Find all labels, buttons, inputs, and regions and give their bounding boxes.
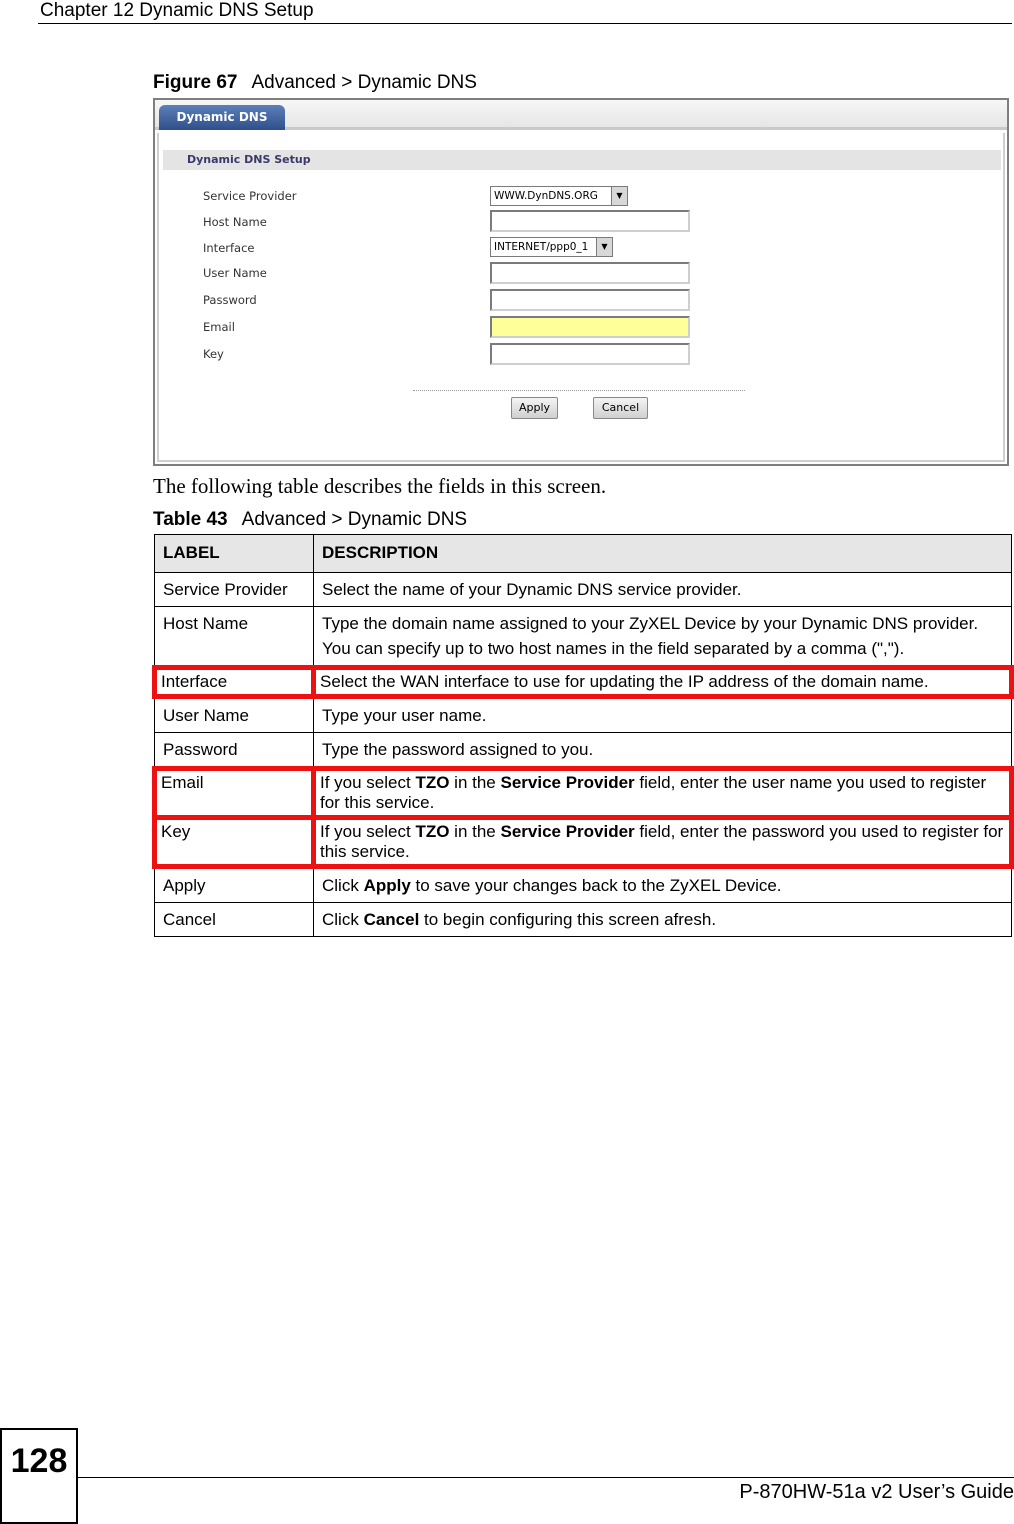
label-header: LABEL [155,535,314,573]
footer-rule [78,1477,1014,1478]
tab-bar [155,100,1007,130]
desc-emphasis: TZO [415,822,450,841]
row-label: User Name [155,697,314,733]
desc-emphasis: TZO [415,773,450,792]
user-name-label: User Name [203,266,267,280]
guide-title: P-870HW-51a v2 User’s Guide [739,1481,1014,1503]
desc-emphasis: Apply [363,876,411,895]
desc-paragraph: You can specify up to two host names in the field separated by a comma (","). [322,639,905,658]
row-description [314,733,1012,769]
row-description [314,818,1012,867]
header-rule [38,23,1012,24]
table-number: Table 43 [153,509,228,530]
interface-label: Interface [203,241,255,255]
row-label: Host Name [155,607,314,668]
key-label: Key [203,347,224,361]
desc-text: If you select [320,822,416,841]
table-row [155,607,1012,668]
key-input[interactable] [490,343,690,365]
fields-table [152,534,1014,937]
desc-text: Click [322,876,364,895]
chevron-down-icon[interactable]: ▼ [611,187,627,205]
row-label: Password [155,733,314,769]
email-input[interactable] [490,316,690,338]
desc-paragraph: Select the name of your Dynamic DNS service provider. [322,580,742,599]
row-label: Interface [155,668,314,697]
row-label: Apply [155,867,314,903]
desc-paragraph: Type the domain name assigned to your ZyXEL Device by your Dynamic DNS provider. [322,614,979,633]
table-caption [153,509,467,531]
figure-caption [153,72,477,94]
desc-emphasis: Cancel [363,910,420,929]
frame-left [157,133,159,462]
interface-select[interactable] [490,237,613,257]
table-title: Advanced > Dynamic DNS [241,509,468,530]
description-header: DESCRIPTION [314,535,1012,573]
table-row [155,573,1012,607]
desc-text: Click [322,910,364,929]
password-input[interactable] [490,289,690,311]
interface-value: INTERNET/ppp0_1 [494,241,589,253]
chevron-down-icon[interactable]: ▼ [596,238,612,256]
table-row [155,903,1012,937]
dynamic-dns-screenshot [153,98,1009,466]
desc-emphasis: Service Provider [500,773,635,792]
table-row-highlighted [155,668,1012,697]
table-row-highlighted [155,769,1012,818]
table-row [155,697,1012,733]
desc-text: in the [449,773,501,792]
figure-title: Advanced > Dynamic DNS [251,72,477,93]
desc-text: field, enter the user name you used to register for this service. [320,773,987,812]
divider [413,390,745,391]
row-label: Key [155,818,314,867]
desc-text: field, enter the password you used to register for this service. [320,822,1004,861]
user-name-input[interactable] [490,262,690,284]
apply-button[interactable]: Apply [511,397,558,419]
figure-number: Figure 67 [153,72,238,93]
service-provider-label: Service Provider [203,189,297,203]
intro-text: The following table describes the fields in this screen. [153,474,607,498]
row-label: Service Provider [155,573,314,607]
row-description [314,607,1012,668]
desc-text: to save your changes back to the ZyXEL Device. [410,876,782,895]
row-description [314,668,1012,697]
desc-text: If you select [320,773,416,792]
row-description [314,697,1012,733]
desc-paragraph: Select the WAN interface to use for updating the IP address of the domain name. [320,672,929,691]
page-number: 128 [0,1428,78,1524]
table-row [155,867,1012,903]
service-provider-value: WWW.DynDNS.ORG [494,190,598,202]
tab-dynamic-dns[interactable]: Dynamic DNS [159,105,285,130]
password-label: Password [203,293,257,307]
section-title: Dynamic DNS Setup [163,150,1001,170]
desc-text: in the [449,822,501,841]
table-header-row [155,535,1012,573]
email-label: Email [203,320,235,334]
frame-right [1003,133,1005,462]
row-description [314,903,1012,937]
chapter-header: Chapter 12 Dynamic DNS Setup [40,0,314,21]
desc-text: to begin configuring this screen afresh. [419,910,717,929]
row-description [314,573,1012,607]
service-provider-select[interactable] [490,186,628,206]
row-description [314,867,1012,903]
cancel-button[interactable]: Cancel [593,397,648,419]
host-name-label: Host Name [203,215,267,229]
row-description [314,769,1012,818]
table-row-highlighted [155,818,1012,867]
desc-paragraph: Type the password assigned to you. [322,740,594,759]
row-label: Cancel [155,903,314,937]
row-label: Email [155,769,314,818]
desc-emphasis: Service Provider [500,822,635,841]
desc-paragraph: Type your user name. [322,706,487,725]
table-row [155,733,1012,769]
host-name-input[interactable] [490,210,690,232]
frame-bottom [157,460,1005,462]
